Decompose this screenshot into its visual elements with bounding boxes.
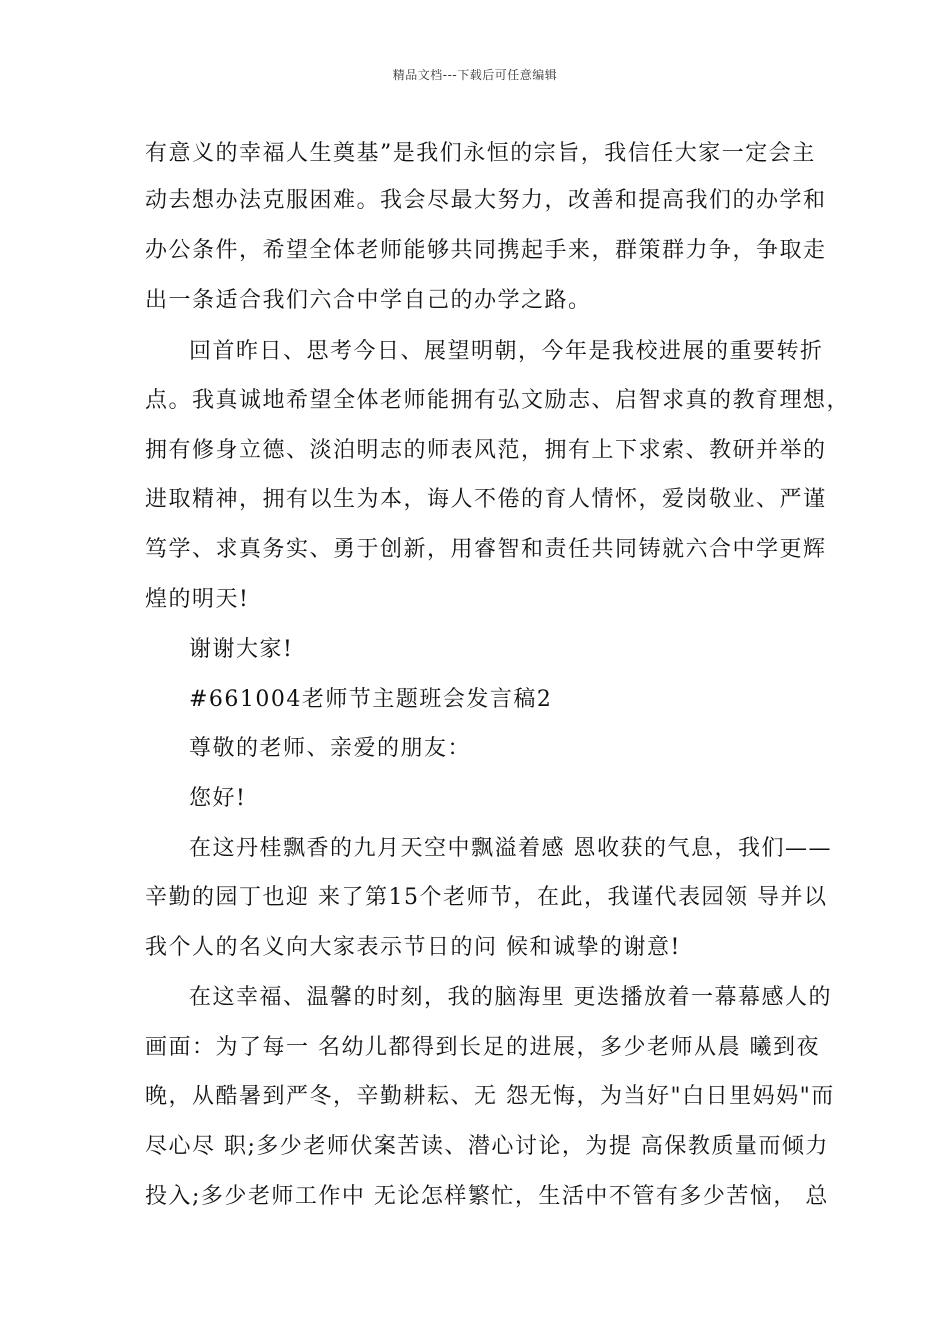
body-line: 画面：为了每一 名幼儿都得到长足的进展，多少老师从晨 曦到夜: [145, 1035, 820, 1060]
thanks-line: 谢谢大家!: [189, 637, 294, 662]
salutation: 尊敬的老师、亲爱的朋友：: [189, 736, 472, 761]
body-line: 出一条适合我们六合中学自己的办学之路。: [145, 288, 592, 313]
body-line: 点。我真诚地希望全体老师能拥有弘文励志、启智求真的教育理想，: [145, 388, 851, 413]
body-line: 动去想办法克服困难。我会尽最大努力，改善和提高我们的办学和: [145, 188, 827, 213]
body-line: 我个人的名义向大家表示节日的问 候和诚挚的谢意!: [145, 935, 681, 960]
body-line: 辛勤的园丁也迎 来了第15个老师节，在此，我谨代表园领 导并以: [145, 885, 828, 910]
body-line: 尽心尽 职;多少老师伏案苦读、潜心讨论，为提 高保教质量而倾力: [145, 1134, 829, 1159]
body-line: 拥有修身立德、淡泊明志的师表风范，拥有上下求索、教研并举的: [145, 438, 827, 463]
paragraph-start: 回首昨日、思考今日、展望明朝，今年是我校进展的重要转折: [189, 339, 824, 364]
paragraph-start: 在这丹桂飘香的九月天空中飘溢着感 恩收获的气息，我们——: [189, 836, 832, 861]
section-title: #661004老师节主题班会发言稿2: [189, 687, 553, 712]
body-line: 投入;多少老师工作中 无论怎样繁忙，生活中不管有多少苦恼， 总: [145, 1184, 829, 1209]
paragraph-start: 在这幸福、温馨的时刻，我的脑海里 更迭播放着一幕幕感人的: [189, 985, 832, 1010]
body-line: 煌的明天!: [145, 587, 250, 612]
body-line: 晚，从酷暑到严冬，辛勤耕耘、无 怨无悔，为当好"白日里妈妈"而: [145, 1084, 835, 1109]
body-line: 办公条件，希望全体老师能够共同携起手来，群策群力争，争取走: [145, 238, 827, 263]
greeting: 您好!: [189, 786, 247, 811]
body-line: 进取精神，拥有以生为本，诲人不倦的育人情怀，爱岗敬业、严谨: [145, 487, 827, 512]
body-line: 笃学、求真务实、勇于创新，用睿智和责任共同铸就六合中学更辉: [145, 537, 827, 562]
page-header: 精品文档---下载后可任意编辑: [392, 68, 558, 82]
body-line: 有意义的幸福人生奠基”是我们永恒的宗旨，我信任大家一定会主: [145, 141, 816, 166]
